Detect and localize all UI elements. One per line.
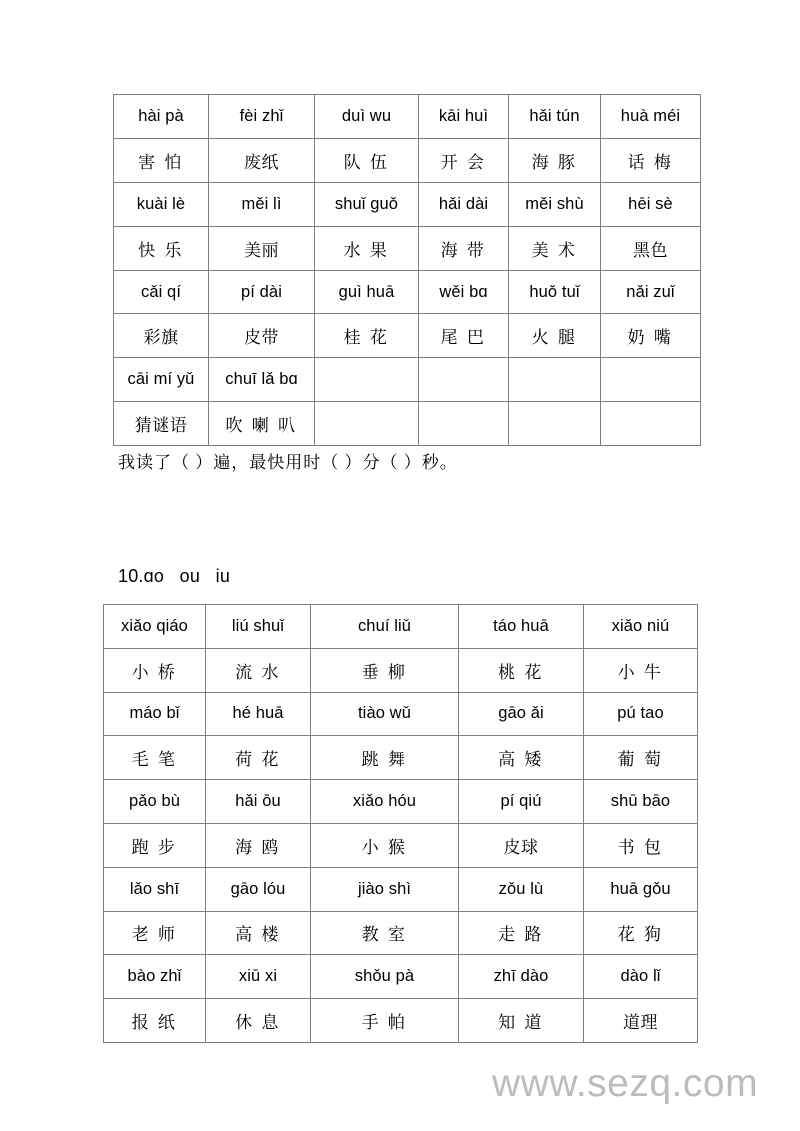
table-cell: 废纸	[209, 138, 315, 182]
table-cell: 报 纸	[104, 999, 206, 1043]
table-cell: 知 道	[459, 999, 584, 1043]
table-cell: 队 伍	[315, 138, 419, 182]
table-cell: jiào shì	[311, 867, 459, 911]
table-cell: 桃 花	[459, 648, 584, 692]
table-cell-empty	[601, 358, 701, 402]
table-cell: hǎi tún	[509, 95, 601, 139]
table-cell: táo huā	[459, 605, 584, 649]
table-row	[104, 780, 698, 824]
table-cell: huǒ tuǐ	[509, 270, 601, 314]
table-cell: chuí liǔ	[311, 605, 459, 649]
table-row	[114, 314, 701, 358]
table-cell: 老 师	[104, 911, 206, 955]
table-cell: dào lǐ	[584, 955, 698, 999]
reading-record-line: 我读了（ ）遍，最快用时（ ）分（ ）秒。	[118, 453, 458, 472]
table-cell: 毛 笔	[104, 736, 206, 780]
table-cell: 小 猴	[311, 823, 459, 867]
table-cell-empty	[419, 402, 509, 446]
table-cell: gāo ǎi	[459, 692, 584, 736]
table-row	[104, 955, 698, 999]
table-cell: shū bāo	[584, 780, 698, 824]
table-cell: xiū xi	[206, 955, 311, 999]
table-row	[104, 692, 698, 736]
table-cell: 奶 嘴	[601, 314, 701, 358]
table-cell: pí dài	[209, 270, 315, 314]
pinyin-hanzi-table-1	[113, 94, 701, 446]
table-row	[114, 402, 701, 446]
table-cell: hǎi ōu	[206, 780, 311, 824]
table-cell: 桂 花	[315, 314, 419, 358]
table-cell: 话 梅	[601, 138, 701, 182]
table-cell: cǎi qí	[114, 270, 209, 314]
table-cell: 快 乐	[114, 226, 209, 270]
table-cell-empty	[419, 358, 509, 402]
table-row	[114, 358, 701, 402]
table-row	[104, 911, 698, 955]
table-cell: měi lì	[209, 182, 315, 226]
table-row	[114, 182, 701, 226]
table-cell: hé huā	[206, 692, 311, 736]
table-cell: máo bǐ	[104, 692, 206, 736]
table-cell: 走 路	[459, 911, 584, 955]
table-cell: 教 室	[311, 911, 459, 955]
table-cell: kāi huì	[419, 95, 509, 139]
table-cell: 猜谜语	[114, 402, 209, 446]
table-cell: pú tao	[584, 692, 698, 736]
table-cell: kuài lè	[114, 182, 209, 226]
table-cell: nǎi zuǐ	[601, 270, 701, 314]
table-cell: 高 矮	[459, 736, 584, 780]
table-cell: 皮带	[209, 314, 315, 358]
table-cell: 尾 巴	[419, 314, 509, 358]
site-watermark: www.sezq.com	[492, 1062, 759, 1105]
table-cell: fèi zhǐ	[209, 95, 315, 139]
table-row	[114, 138, 701, 182]
table-cell: 流 水	[206, 648, 311, 692]
pinyin-hanzi-table-2	[103, 604, 698, 1043]
table-cell: 吹 喇 叭	[209, 402, 315, 446]
table-row	[104, 736, 698, 780]
table-cell-empty	[509, 402, 601, 446]
table-cell: tiào wǔ	[311, 692, 459, 736]
table-cell: 高 楼	[206, 911, 311, 955]
section-heading: 10.ɑo ou iu	[118, 566, 231, 586]
table-cell: 彩旗	[114, 314, 209, 358]
table-cell: gāo lóu	[206, 867, 311, 911]
table-cell: 开 会	[419, 138, 509, 182]
table-cell: guì huā	[315, 270, 419, 314]
table-cell: shuǐ guǒ	[315, 182, 419, 226]
table-cell: 黑色	[601, 226, 701, 270]
table-cell-empty	[601, 402, 701, 446]
table-cell: 小 牛	[584, 648, 698, 692]
table-cell: 道理	[584, 999, 698, 1043]
table-cell: zhī dào	[459, 955, 584, 999]
table-cell: 海 鸥	[206, 823, 311, 867]
table-cell: 火 腿	[509, 314, 601, 358]
table-cell: 跑 步	[104, 823, 206, 867]
table-row	[104, 823, 698, 867]
table-cell: 皮球	[459, 823, 584, 867]
table-cell: shǒu pà	[311, 955, 459, 999]
table-cell: hài pà	[114, 95, 209, 139]
table-cell: xiǎo niú	[584, 605, 698, 649]
table-row	[104, 605, 698, 649]
table-cell: lǎo shī	[104, 867, 206, 911]
table-cell: 害 怕	[114, 138, 209, 182]
table-cell: 书 包	[584, 823, 698, 867]
table-cell: duì wu	[315, 95, 419, 139]
table-cell: chuī lǎ bɑ	[209, 358, 315, 402]
table-cell: huà méi	[601, 95, 701, 139]
table-cell-empty	[509, 358, 601, 402]
table-cell: 手 帕	[311, 999, 459, 1043]
table-cell: xiǎo hóu	[311, 780, 459, 824]
table-cell: xiǎo qiáo	[104, 605, 206, 649]
table-cell: 海 豚	[509, 138, 601, 182]
table-cell: 荷 花	[206, 736, 311, 780]
table-cell: 跳 舞	[311, 736, 459, 780]
table-row	[114, 226, 701, 270]
table-row	[104, 867, 698, 911]
table-cell: hēi sè	[601, 182, 701, 226]
table-cell: 葡 萄	[584, 736, 698, 780]
table-cell: huā gǒu	[584, 867, 698, 911]
table-cell: bào zhǐ	[104, 955, 206, 999]
table-cell: 美 术	[509, 226, 601, 270]
table-cell: wěi bɑ	[419, 270, 509, 314]
table-cell: hǎi dài	[419, 182, 509, 226]
table-row	[104, 999, 698, 1043]
table-row	[114, 270, 701, 314]
table-row	[104, 648, 698, 692]
table-one-body	[114, 95, 701, 446]
table-cell: pí qiú	[459, 780, 584, 824]
table-cell: pǎo bù	[104, 780, 206, 824]
table-cell: 休 息	[206, 999, 311, 1043]
table-cell: cāi mí yǔ	[114, 358, 209, 402]
table-two-body	[104, 605, 698, 1043]
table-cell: 海 带	[419, 226, 509, 270]
table-cell: 美丽	[209, 226, 315, 270]
table-row	[114, 95, 701, 139]
table-cell-empty	[315, 358, 419, 402]
table-cell: 垂 柳	[311, 648, 459, 692]
table-cell: 花 狗	[584, 911, 698, 955]
table-cell-empty	[315, 402, 419, 446]
table-cell: zǒu lù	[459, 867, 584, 911]
table-cell: měi shù	[509, 182, 601, 226]
table-cell: 小 桥	[104, 648, 206, 692]
table-cell: liú shuǐ	[206, 605, 311, 649]
table-cell: 水 果	[315, 226, 419, 270]
